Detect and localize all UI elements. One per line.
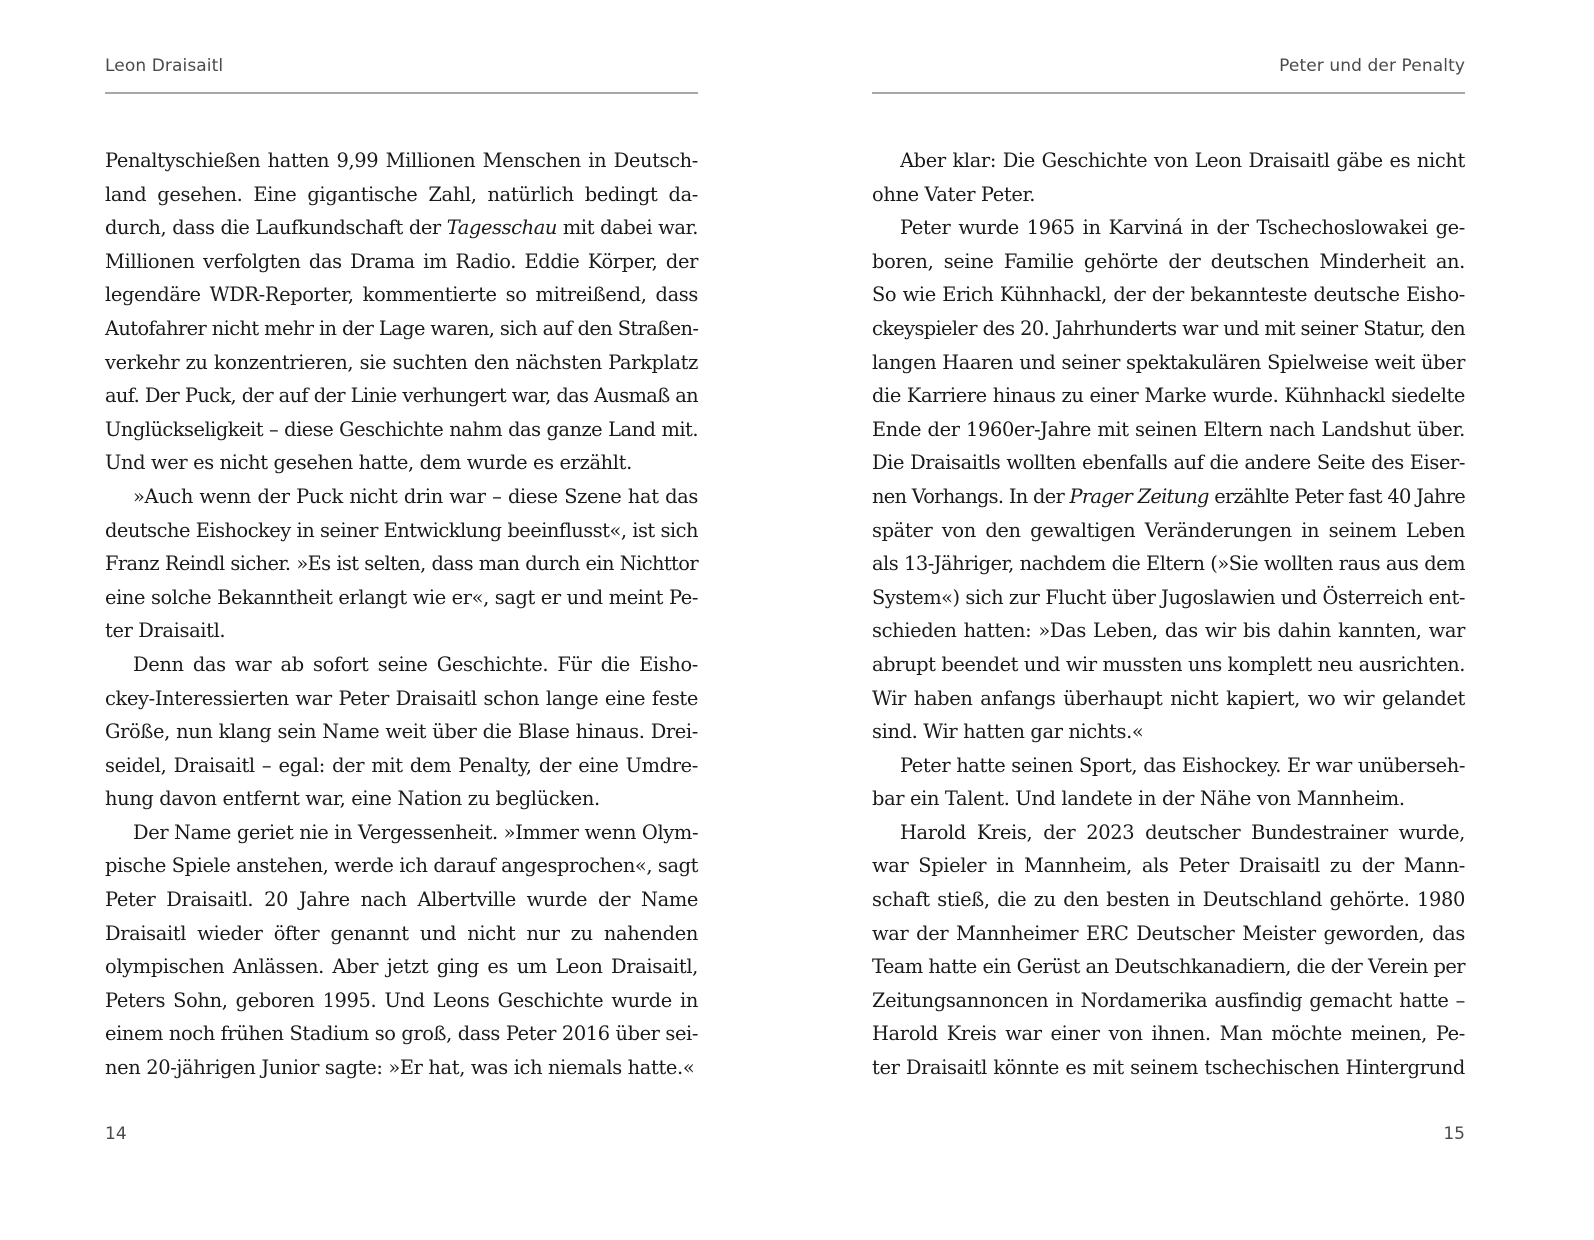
running-head-right: Peter und der Penalty xyxy=(1279,56,1465,76)
text-line: land gesehen. Eine gigantische Zahl, natürlich bedingt da- xyxy=(105,182,698,206)
text-line: legendäre WDR-Reporter, kommentierte so mitreißend, dass xyxy=(105,283,698,307)
text-line: die Karriere hinaus zu einer Marke wurde. Kühnhackl siedelte xyxy=(872,384,1465,408)
text-line: Der Name geriet nie in Vergessenheit. »Immer wenn Olym- xyxy=(133,820,699,844)
text-line: Harold Kreis war einer von ihnen. Man möchte meinen, Pe- xyxy=(872,1022,1465,1046)
text-line: Draisaitl wieder öfter genannt und nicht nur zu nahenden xyxy=(105,921,698,945)
text-line: schaft stieß, die zu den besten in Deutschland gehörte. 1980 xyxy=(872,888,1465,912)
text-line: nen Vorhangs. In der Prager Zeitung erzählte Peter fast 40 Jahre xyxy=(872,484,1465,508)
text-line: Zeitungsannoncen in Nordamerika ausfindig gemacht hatte – xyxy=(872,988,1465,1012)
text-line: ter Draisaitl könnte es mit seinem tschechischen Hintergrund xyxy=(872,1056,1465,1080)
text-line: ter Draisaitl. xyxy=(105,619,226,643)
text-line: Peter wurde 1965 in Karviná in der Tschechoslowakei ge- xyxy=(900,216,1465,240)
header-rule xyxy=(105,92,698,94)
right-page xyxy=(872,0,1465,1240)
text-line: Harold Kreis, der 2023 deutscher Bundestrainer wurde, xyxy=(900,820,1465,844)
text-line: Ende der 1960er-Jahre mit seinen Eltern nach Landshut über. xyxy=(872,417,1465,441)
text-line: Franz Reindl sicher. »Es ist selten, dass man durch ein Nichttor xyxy=(105,552,698,576)
text-line: pische Spiele anstehen, werde ich darauf angesprochen«, sagt xyxy=(105,854,699,878)
page-number-left: 14 xyxy=(105,1124,127,1144)
body-text-right xyxy=(872,144,1465,1085)
text-line: »Auch wenn der Puck nicht drin war – diese Szene hat das xyxy=(133,484,698,508)
body-text-left xyxy=(105,144,698,1085)
text-line: als 13-Jähriger, nachdem die Eltern (»Sie wollten raus aus dem xyxy=(872,552,1465,576)
italic-title: Tagesschau xyxy=(446,216,557,240)
text-line: Millionen verfolgten das Drama im Radio. Eddie Körper, der xyxy=(105,249,698,273)
text-line: boren, seine Familie gehörte der deutschen Minderheit an. xyxy=(872,249,1465,273)
text-line: war der Mannheimer ERC Deutscher Meister geworden, das xyxy=(872,921,1465,945)
text-line: Wir haben anfangs überhaupt nicht kapiert, wo wir gelandet xyxy=(872,686,1465,710)
running-head-left: Leon Draisaitl xyxy=(105,56,224,76)
text-line: abrupt beendet und wir mussten uns komplett neu ausrichten. xyxy=(872,652,1465,676)
text-line: So wie Erich Kühnhackl, der der bekannteste deutsche Eisho- xyxy=(872,283,1465,307)
text-line: sind. Wir hatten gar nichts.« xyxy=(872,720,1144,744)
italic-title: Prager Zeitung xyxy=(1069,484,1209,508)
text-line: ckeyspieler des 20. Jahrhunderts war und mit seiner Statur, den xyxy=(872,316,1465,340)
text-line: durch, dass die Laufkundschaft der Tagesschau mit dabei war. xyxy=(105,216,698,240)
text-line: Größe, nun klang sein Name weit über die Blase hinaus. Drei- xyxy=(105,720,698,744)
text-line: Unglückseligkeit – diese Geschichte nahm das ganze Land mit. xyxy=(105,417,698,441)
text-line: auf. Der Puck, der auf der Linie verhungert war, das Ausmaß an xyxy=(105,384,698,408)
text-line: Peters Sohn, geboren 1995. Und Leons Geschichte wurde in xyxy=(105,988,698,1012)
text-line: System«) sich zur Flucht über Jugoslawien und Österreich ent- xyxy=(872,585,1465,609)
text-line: eine solche Bekanntheit erlangt wie er«, sagt er und meint Pe- xyxy=(105,585,698,609)
text-line: Aber klar: Die Geschichte von Leon Draisaitl gäbe es nicht xyxy=(900,149,1465,172)
text-line: deutsche Eishockey in seiner Entwicklung beeinflusst«, ist sich xyxy=(105,518,698,542)
text-line: verkehr zu konzentrieren, sie suchten den nächsten Parkplatz xyxy=(105,350,698,374)
text-line: Die Draisaitls wollten ebenfalls auf die andere Seite des Eiser- xyxy=(872,451,1465,475)
left-page xyxy=(105,0,698,1240)
text-line: Peter hatte seinen Sport, das Eishockey. Er war unüberseh- xyxy=(900,753,1465,777)
text-line: seidel, Draisaitl – egal: der mit dem Penalty, der eine Umdre- xyxy=(105,753,698,777)
text-line: Und wer es nicht gesehen hatte, dem wurde es erzählt. xyxy=(105,451,632,475)
text-line: einem noch frühen Stadium so groß, dass Peter 2016 über sei- xyxy=(105,1022,698,1046)
header-rule xyxy=(872,92,1465,94)
text-line: nen 20-jährigen Junior sagte: »Er hat, was ich niemals hatte.« xyxy=(105,1056,695,1080)
text-line: war Spieler in Mannheim, als Peter Draisaitl zu der Mann- xyxy=(872,854,1465,878)
text-line: ohne Vater Peter. xyxy=(872,182,1036,206)
text-line: langen Haaren und seiner spektakulären Spielweise weit über xyxy=(872,350,1465,374)
text-line: bar ein Talent. Und landete in der Nähe von Mannheim. xyxy=(872,787,1405,811)
text-line: ckey-Interessierten war Peter Draisaitl schon lange eine feste xyxy=(105,686,698,710)
page-number-right: 15 xyxy=(1443,1124,1465,1144)
text-line: hung davon entfernt war, eine Nation zu beglücken. xyxy=(105,787,600,811)
text-line: später von den gewaltigen Veränderungen in seinem Leben xyxy=(872,518,1465,542)
text-line: Denn das war ab sofort seine Geschichte. Für die Eisho- xyxy=(133,652,698,676)
text-line: Team hatte ein Gerüst an Deutschkanadiern, die der Verein per xyxy=(872,955,1465,979)
text-line: Autofahrer nicht mehr in der Lage waren, sich auf den Straßen- xyxy=(105,316,699,340)
text-line: olympischen Anlässen. Aber jetzt ging es um Leon Draisaitl, xyxy=(105,955,698,979)
text-line: Penaltyschießen hatten 9,99 Millionen Menschen in Deutsch- xyxy=(105,149,698,172)
text-line: Peter Draisaitl. 20 Jahre nach Albertville wurde der Name xyxy=(105,888,698,912)
text-line: schieden hatten: »Das Leben, das wir bis dahin kannten, war xyxy=(872,619,1465,643)
